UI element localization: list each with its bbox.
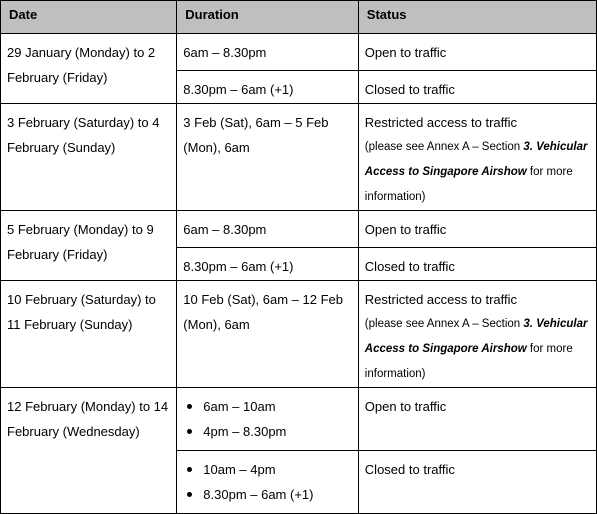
duration-cell: 10 Feb (Sat), 6am – 12 Feb (Mon), 6am: [177, 281, 359, 388]
table-row: [1, 281, 597, 388]
note-prefix: (please see Annex A – Section: [364, 318, 524, 330]
note-suffix: for more information): [364, 343, 573, 380]
list-item: [183, 394, 353, 419]
status-cell: Open to traffic: [358, 211, 596, 248]
annex-section-link-text: 3. Vehicular Access to Singapore Airshow: [364, 318, 588, 355]
annex-note: [365, 135, 591, 210]
status-cell: [358, 281, 596, 388]
status-text: Restricted access to traffic: [364, 115, 518, 130]
date-cell: 29 January (Monday) to 2 February (Friday): [1, 34, 177, 104]
bullet-icon: [187, 404, 192, 409]
list-item: [183, 419, 353, 444]
bullet-icon: [187, 492, 192, 497]
header-date: Date: [1, 1, 177, 34]
table-row: [1, 388, 597, 451]
status-cell: Closed to traffic: [358, 248, 596, 281]
table-row: [1, 34, 597, 71]
list-item: [183, 457, 353, 482]
status-cell: Open to traffic: [358, 34, 596, 71]
status-cell: Closed to traffic: [358, 451, 596, 514]
annex-note: [365, 312, 591, 387]
status-cell: Closed to traffic: [358, 71, 596, 104]
duration-text: 10am – 4pm: [203, 462, 276, 477]
date-cell: 5 February (Monday) to 9 February (Friday): [1, 211, 177, 281]
table-row: [1, 211, 597, 248]
duration-cell: [177, 451, 359, 514]
header-duration: Duration: [177, 1, 359, 34]
duration-text: 4pm – 8.30pm: [203, 424, 287, 439]
duration-text: 6am – 10am: [203, 399, 276, 414]
duration-cell: 8.30pm – 6am (+1): [177, 71, 359, 104]
status-text: Restricted access to traffic: [364, 292, 518, 307]
bullet-icon: [187, 429, 192, 434]
date-cell: 10 February (Saturday) to 11 February (Sunday): [1, 281, 177, 388]
date-cell: 3 February (Saturday) to 4 February (Sunday): [1, 104, 177, 211]
table-row: [1, 104, 597, 211]
duration-cell: [177, 388, 359, 451]
status-cell: Open to traffic: [358, 388, 596, 451]
duration-list: [183, 394, 353, 444]
duration-cell: 3 Feb (Sat), 6am – 5 Feb (Mon), 6am: [177, 104, 359, 211]
table-header-row: [1, 1, 597, 34]
date-cell: 12 February (Monday) to 14 February (Wednesday): [1, 388, 177, 514]
duration-list: [183, 457, 353, 507]
duration-cell: 6am – 8.30pm: [177, 34, 359, 71]
annex-section-link-text: 3. Vehicular Access to Singapore Airshow: [364, 141, 588, 178]
bullet-icon: [187, 467, 192, 472]
duration-text: 8.30pm – 6am (+1): [203, 487, 314, 502]
header-status: Status: [358, 1, 596, 34]
duration-cell: 8.30pm – 6am (+1): [177, 248, 359, 281]
note-suffix: for more information): [364, 166, 573, 203]
status-cell: [358, 104, 596, 211]
note-prefix: (please see Annex A – Section: [364, 141, 524, 153]
duration-cell: 6am – 8.30pm: [177, 211, 359, 248]
